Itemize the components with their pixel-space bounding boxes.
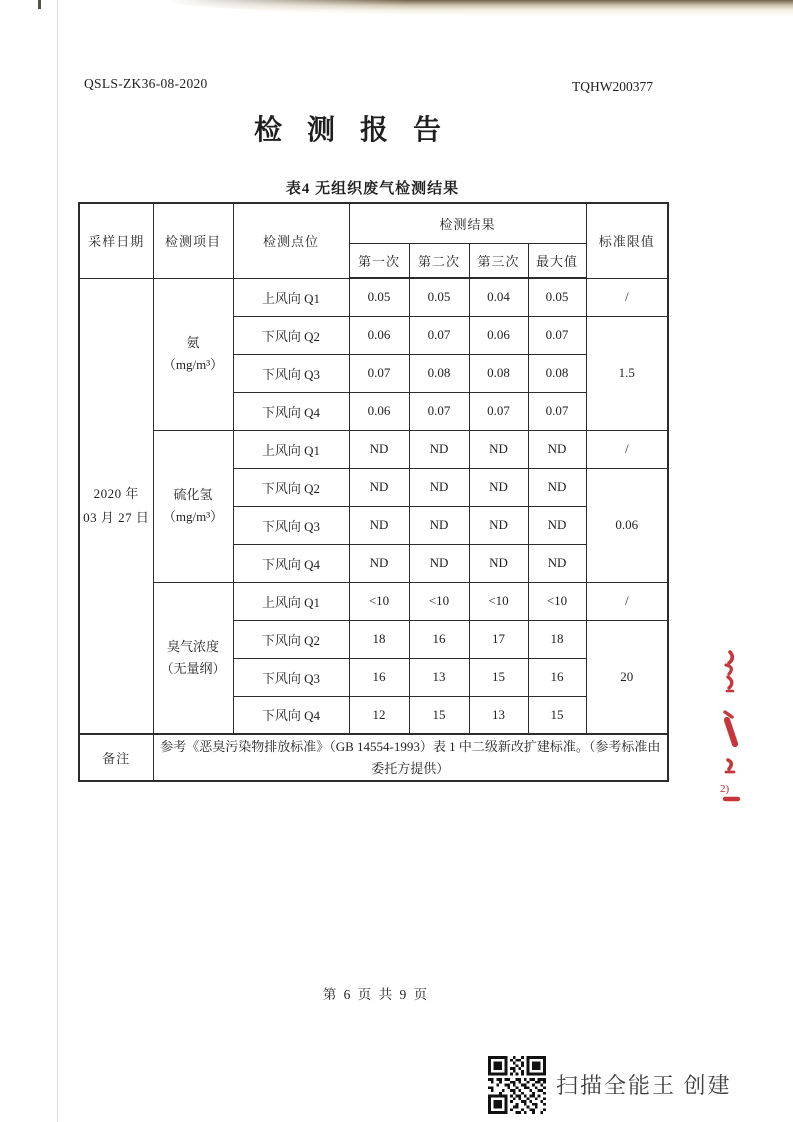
point-cell: 上风向 Q1 — [233, 582, 349, 620]
header-test-item: 检测项目 — [153, 203, 233, 278]
value-cell: 18 — [528, 620, 586, 658]
point-cell: 下风向 Q4 — [233, 696, 349, 734]
value-cell: 0.08 — [469, 354, 528, 392]
value-cell: 0.06 — [469, 316, 528, 354]
value-cell: 0.04 — [469, 278, 528, 316]
value-cell: 0.07 — [469, 392, 528, 430]
value-cell: <10 — [469, 582, 528, 620]
value-cell: ND — [469, 544, 528, 582]
report-number: TQHW200377 — [572, 79, 653, 94]
value-cell: ND — [409, 544, 469, 582]
point-cell: 下风向 Q4 — [233, 392, 349, 430]
value-cell: 0.07 — [349, 354, 409, 392]
point-cell: 上风向 Q1 — [233, 278, 349, 316]
value-cell: ND — [409, 506, 469, 544]
item-unit: （mg/m³） — [162, 509, 224, 524]
item-name: 臭气浓度 — [166, 638, 219, 654]
header-max: 最大值 — [528, 243, 586, 278]
value-cell: ND — [409, 468, 469, 506]
item-name: 硫化氢 — [173, 486, 213, 502]
value-cell: 13 — [409, 658, 469, 696]
report-title: 检 测 报 告 — [253, 115, 450, 146]
value-cell: ND — [409, 430, 469, 468]
point-cell: 下风向 Q3 — [233, 354, 349, 392]
value-cell: 12 — [349, 696, 409, 734]
point-cell: 上风向 Q1 — [233, 430, 349, 468]
point-cell: 下风向 Q3 — [233, 658, 349, 696]
value-cell: 0.06 — [349, 316, 409, 354]
camscanner-watermark: 扫描全能王 创建 — [556, 1073, 732, 1098]
item-cell-odor — [153, 582, 233, 734]
point-cell: 下风向 Q3 — [233, 506, 349, 544]
value-cell: ND — [469, 506, 528, 544]
value-cell: 15 — [409, 696, 469, 734]
value-cell: 0.08 — [528, 354, 586, 392]
item-cell-h2s — [153, 430, 233, 582]
value-cell: 18 — [349, 620, 409, 658]
sample-date-line2: 03 月 27 日 — [83, 509, 150, 525]
point-cell: 下风向 Q2 — [233, 316, 349, 354]
value-cell: <10 — [409, 582, 469, 620]
value-cell: 0.05 — [349, 278, 409, 316]
value-cell: 16 — [528, 658, 586, 696]
value-cell: 0.07 — [528, 392, 586, 430]
results-table — [78, 202, 669, 782]
header-run3: 第三次 — [469, 243, 528, 278]
limit-cell-upwind: / — [586, 582, 668, 620]
header-run1: 第一次 — [349, 243, 409, 278]
red-seal-fragment — [716, 646, 746, 816]
value-cell: ND — [528, 468, 586, 506]
header-run2: 第二次 — [409, 243, 469, 278]
value-cell: ND — [528, 430, 586, 468]
item-cell-ammonia — [153, 278, 233, 430]
limit-cell-upwind: / — [586, 278, 668, 316]
value-cell: ND — [469, 468, 528, 506]
point-cell: 下风向 Q4 — [233, 544, 349, 582]
seal-fragment-text: 2) — [720, 783, 730, 795]
scan-page-edge-line — [57, 0, 58, 1122]
value-cell: <10 — [349, 582, 409, 620]
limit-cell-downwind: 20 — [586, 620, 668, 734]
page-number: 第 6 页 共 9 页 — [322, 987, 430, 1002]
value-cell: 0.06 — [349, 392, 409, 430]
point-cell: 下风向 Q2 — [233, 620, 349, 658]
value-cell: ND — [349, 506, 409, 544]
sample-date-line1: 2020 年 — [93, 486, 139, 502]
value-cell: 0.05 — [409, 278, 469, 316]
value-cell: 0.05 — [528, 278, 586, 316]
item-unit: （mg/m³） — [162, 357, 224, 372]
remark-text: 参考《恶臭污染物排放标准》（GB 14554-1993）表 1 中二级新改扩建标准。（参考标准由委托方提供） — [153, 734, 668, 781]
value-cell: 0.07 — [409, 316, 469, 354]
document-code: QSLS-ZK36-08-2020 — [84, 76, 208, 91]
value-cell: ND — [349, 544, 409, 582]
value-cell: ND — [349, 468, 409, 506]
header-standard-limit: 标准限值 — [586, 203, 668, 278]
limit-cell-upwind: / — [586, 430, 668, 468]
qr-code — [488, 1056, 546, 1114]
item-unit: （无量纲） — [160, 660, 226, 676]
value-cell: 15 — [469, 658, 528, 696]
value-cell: 15 — [528, 696, 586, 734]
value-cell: 0.07 — [409, 392, 469, 430]
point-cell: 下风向 Q2 — [233, 468, 349, 506]
remark-row — [79, 734, 668, 781]
value-cell: 13 — [469, 696, 528, 734]
remark-label: 备注 — [79, 734, 153, 781]
value-cell: 0.07 — [528, 316, 586, 354]
table-row — [79, 582, 668, 620]
table-row — [79, 278, 668, 316]
sample-date-cell — [79, 278, 153, 734]
value-cell: 16 — [409, 620, 469, 658]
scan-corner-mark — [38, 0, 41, 9]
scan-top-edge-fade — [168, 0, 468, 16]
value-cell: 0.08 — [409, 354, 469, 392]
value-cell: ND — [349, 430, 409, 468]
limit-cell-downwind: 1.5 — [586, 316, 668, 430]
value-cell: ND — [469, 430, 528, 468]
value-cell: ND — [528, 506, 586, 544]
table-caption: 表4 无组织废气检测结果 — [285, 181, 460, 197]
value-cell: 16 — [349, 658, 409, 696]
value-cell: 17 — [469, 620, 528, 658]
header-results-group: 检测结果 — [349, 203, 586, 243]
item-name: 氨 — [186, 334, 200, 350]
limit-cell-downwind: 0.06 — [586, 468, 668, 582]
value-cell: <10 — [528, 582, 586, 620]
table-row — [79, 430, 668, 468]
value-cell: ND — [528, 544, 586, 582]
header-test-point: 检测点位 — [233, 203, 349, 278]
header-sample-date: 采样日期 — [79, 203, 153, 278]
